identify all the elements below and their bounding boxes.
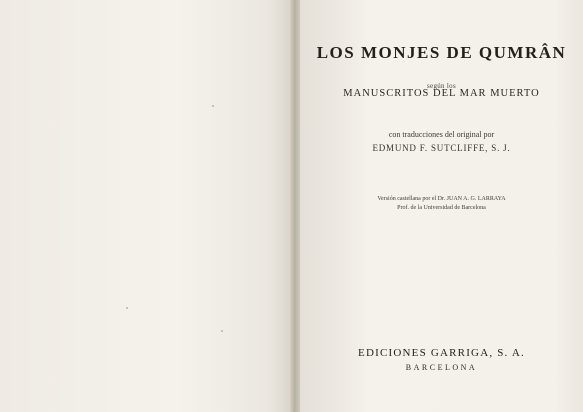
- book-title: LOS MONJES DE QUMRÂN: [316, 43, 567, 62]
- paper-speck: [221, 330, 223, 332]
- version-line-1: Versión castellana por el Dr. JUAN A. G. LARRAYA: [377, 196, 506, 202]
- author-name: EDMUND F. SUTCLIFFE, S. J.: [372, 143, 511, 153]
- book-subtitle: MANUSCRITOS DEL MAR MUERTO: [343, 88, 540, 99]
- publisher-name: EDICIONES GARRIGA, S. A.: [358, 347, 525, 359]
- translations-intro: con traducciones del original por: [388, 130, 495, 139]
- publisher-city: BARCELONA: [405, 363, 478, 372]
- paper-speck: [212, 105, 214, 107]
- book-gutter: [290, 0, 300, 412]
- segun-line: según los: [427, 82, 456, 90]
- version-credit: [300, 195, 583, 213]
- paper-speck: [126, 307, 128, 309]
- version-line-2: Prof. de la Universidad de Barcelona: [397, 205, 486, 211]
